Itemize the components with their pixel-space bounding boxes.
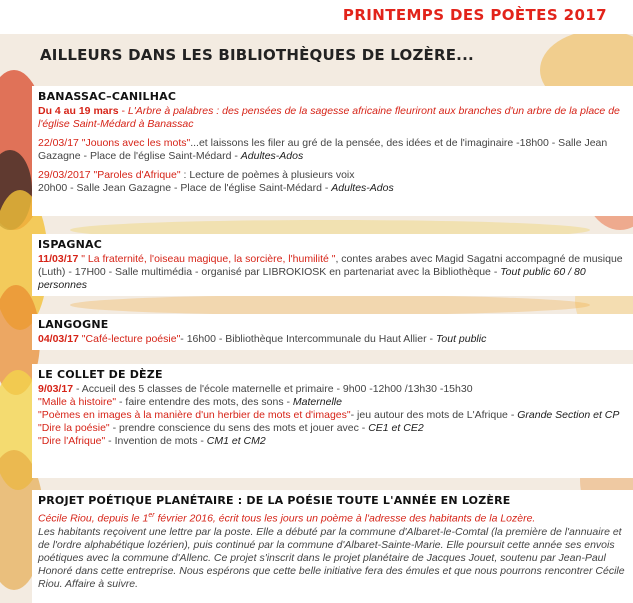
activity-item (38, 409, 625, 422)
event-description: ...et laissons les filer au gré de la pensée, des idées et de l'imaginaire -18h00 - Salle Jean Gazagne - Place de l'église Saint-Médard - (38, 137, 608, 162)
event-title: "Jouons avec les mots" (78, 137, 191, 149)
activity-item (38, 396, 625, 409)
event-description: - 16h00 - Bibliothèque Intercommunale du Haut Allier - (180, 333, 436, 345)
event-date: 9/03/17 (38, 383, 74, 395)
activity-title: "Malle à histoire" (38, 396, 117, 408)
section-title: ISPAGNAC (38, 238, 103, 251)
activity-item (38, 435, 625, 448)
separator: - (118, 105, 128, 117)
event-title: "Café-lecture poésie" (78, 333, 181, 345)
event-date: 29/03/2017 (38, 169, 91, 181)
intro-text: Cécile Riou, depuis le 1 (38, 512, 149, 525)
activity-description: - Invention de mots - (105, 435, 207, 447)
activity-description: - faire entendre des mots, des sons - (116, 396, 293, 408)
page-heading: AILLEURS DANS LES BIBLIOTHÈQUES DE LOZÈRE... (40, 46, 474, 64)
event-date: 22/03/17 (38, 137, 79, 149)
section-ispagnac (32, 234, 633, 296)
event-audience: Adultes-Ados (331, 182, 394, 194)
section-banassac (32, 86, 633, 216)
event-paragraph (38, 169, 625, 195)
section-title: PROJET POÉTIQUE PLANÉTAIRE : DE LA POÉSIE TOUTE L'ANNÉE EN LOZÈRE (38, 494, 511, 507)
activity-description: - prendre conscience du sens des mots et jouer avec - (109, 422, 369, 434)
activity-title: "Dire l'Afrique" (38, 435, 106, 447)
event-description: L'Arbre à palabres : des pensées de la sagesse africaine fleuriront aux branches d'un arbre de la place de l'église Saint-Médard à Banassac (38, 105, 620, 130)
event-paragraph (38, 333, 625, 346)
activity-level: Grande Section et CP (517, 409, 620, 421)
event-description: - Accueil des 5 classes de l'école maternelle et primaire - 9h00 -12h00 /13h30 -15h30 (73, 383, 473, 395)
event-paragraph (38, 253, 625, 292)
event-description: : Lecture de poèmes à plusieurs voix (180, 169, 355, 181)
event-date: 11/03/17 (38, 253, 79, 265)
section-projet-poetique (32, 490, 633, 603)
section-title: BANASSAC–CANILHAC (38, 90, 177, 103)
section-title: LE COLLET DE DÈZE (38, 368, 163, 381)
section-collet-de-deze (32, 364, 633, 478)
activity-title: "Poèmes en images à la manière d'un herbier de mots et d'images" (38, 409, 351, 421)
top-banner (0, 0, 633, 34)
project-intro (38, 509, 625, 526)
event-title: " La fraternité, l'oiseau magique, la sorcière, l'humilité " (78, 253, 336, 265)
activity-item (38, 422, 625, 435)
activity-title: "Dire la poésie" (38, 422, 110, 434)
activity-description: - jeu autour des mots de L'Afrique - (350, 409, 518, 421)
project-body: Les habitants reçoivent une lettre par la poste. Elle a débuté par la commune d'Albaret-le-Comtal (la première de l'annuaire et de l'ordre alphabétique lozérien), puis continué par la commune d'Albaret-Sainte-Marie. Elle poursuit cette année ses envois poétiques avec la commune d'Allenc. Ce projet s'inscrit dans le projet planétaire de Jacques Jouet, soutenu par Jean-Paul Honoré dans cette entreprise. Nous espérons que cette belle initiative fera des émules et que nous pourrons rencontrer Cécile Riou. Affaire à suivre. (38, 525, 625, 590)
activity-level: CE1 et CE2 (368, 422, 424, 434)
event-location: 20h00 - Salle Jean Gazagne - Place de l'église Saint-Médard - (38, 182, 332, 194)
activity-level: Maternelle (292, 396, 342, 408)
event-date: 04/03/17 (38, 333, 79, 345)
section-langogne (32, 314, 633, 350)
activity-level: CM1 et CM2 (206, 435, 266, 447)
event-date: Du 4 au 19 mars (38, 105, 119, 117)
event-description: , contes arabes avec Magid Sagatni accompagné de musique (Luth) - 17H00 - Salle multimédia - organisé par LIBROKIOSK en partenariat avec la Bibliothèque - (38, 253, 623, 278)
banner-title: PRINTEMPS DES POÈTES 2017 (342, 6, 607, 24)
event-paragraph (38, 383, 625, 396)
event-audience: Adultes-Ados (240, 150, 304, 162)
event-title: "Paroles d'Afrique" (90, 169, 181, 181)
event-paragraph (38, 137, 625, 163)
event-paragraph (38, 105, 625, 131)
event-audience: Tout public 60 / 80 personnes (38, 266, 586, 291)
intro-text-continued: février 2016, écrit tous les jours un poème à l'adresse des habitants de la Lozère. (154, 512, 536, 525)
ordinal-suffix: er (148, 512, 155, 519)
event-audience: Tout public (435, 333, 487, 345)
section-title: LANGOGNE (38, 318, 109, 331)
